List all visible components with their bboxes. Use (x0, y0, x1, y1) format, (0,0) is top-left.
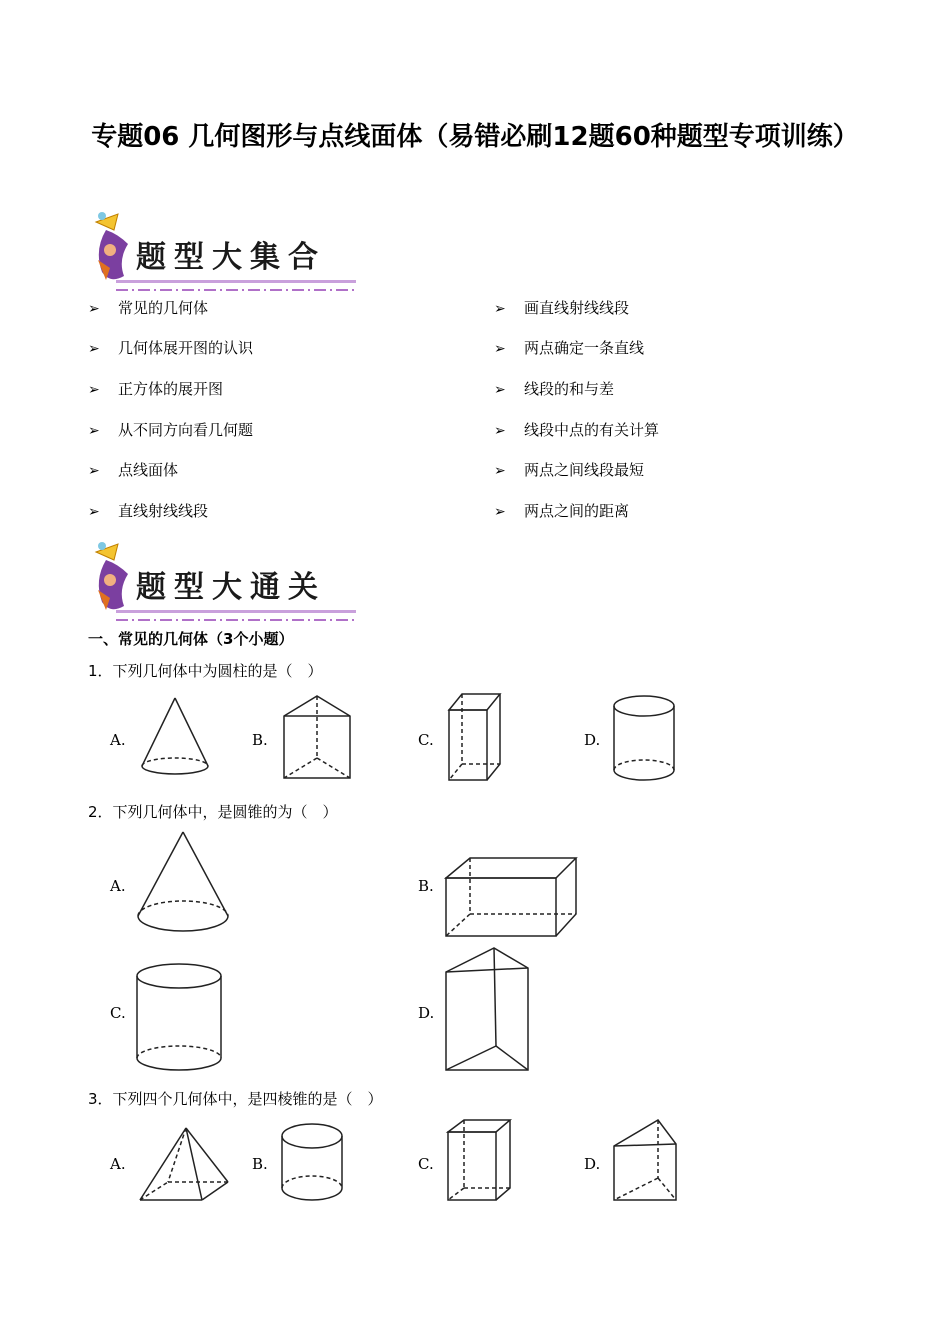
topic-item: ➢ 直线射线线段 (88, 499, 208, 523)
banner-collection-text: 题型大集合 (136, 240, 326, 275)
arrow-bullet-icon: ➢ (494, 423, 506, 439)
question-2: 2．下列几何体中，是圆锥的为（ ） (88, 803, 338, 821)
topic-item: ➢ 几何体展开图的认识 (88, 336, 253, 360)
topic-item: ➢ 两点确定一条直线 (494, 336, 644, 360)
topic-item: ➢ 正方体的展开图 (88, 377, 223, 401)
question-1: 1．下列几何体中为圆柱的是（ ） (88, 662, 323, 680)
option-label: C. (418, 731, 434, 749)
topic-item: ➢ 常见的几何体 (88, 296, 208, 320)
arrow-bullet-icon: ➢ (494, 463, 506, 479)
banner-pass (88, 540, 358, 624)
option-label: B. (252, 1155, 268, 1173)
topic-item: ➢ 两点之间线段最短 (494, 458, 644, 482)
cone-figure (138, 696, 212, 780)
arrow-bullet-icon: ➢ (494, 504, 506, 520)
cuboid-figure (446, 692, 504, 784)
option-label: A. (110, 877, 126, 895)
cylinder-figure (135, 962, 225, 1074)
topic-item: ➢ 线段中点的有关计算 (494, 418, 659, 442)
topic-item: ➢ 画直线射线线段 (494, 296, 629, 320)
section-heading: 一、常见的几何体（3个小题） (88, 630, 294, 648)
arrow-bullet-icon: ➢ (88, 301, 100, 317)
cylinder-figure (612, 694, 678, 784)
page-title: 专题06 几何图形与点线面体（易错必刷12题60种题型专项训练） (91, 122, 859, 152)
option-label: D. (584, 1155, 601, 1173)
option-label: D. (584, 731, 601, 749)
topic-item: ➢ 两点之间的距离 (494, 499, 629, 523)
arrow-bullet-icon: ➢ (88, 423, 100, 439)
arrow-bullet-icon: ➢ (88, 341, 100, 357)
question-3: 3．下列四个几何体中，是四棱锥的是（ ） (88, 1090, 383, 1108)
topic-item: ➢ 点线面体 (88, 458, 178, 482)
triangular-prism-figure (282, 694, 352, 782)
option-label: B. (252, 731, 268, 749)
triangular-prism-figure (612, 1118, 680, 1204)
arrow-bullet-icon: ➢ (494, 301, 506, 317)
option-label: A. (110, 1155, 126, 1173)
square-pyramid-figure (138, 1126, 232, 1204)
arrow-bullet-icon: ➢ (494, 341, 506, 357)
banner-pass-text: 题型大通关 (136, 570, 326, 605)
triangular-prism-figure (444, 946, 530, 1074)
option-label: D. (418, 1004, 435, 1022)
arrow-bullet-icon: ➢ (88, 463, 100, 479)
cylinder-figure (280, 1122, 346, 1204)
option-label: B. (418, 877, 434, 895)
topic-item: ➢ 线段的和与差 (494, 377, 614, 401)
option-label: A. (110, 731, 126, 749)
topic-item: ➢ 从不同方向看几何题 (88, 418, 253, 442)
cuboid-figure (444, 856, 578, 938)
arrow-bullet-icon: ➢ (88, 382, 100, 398)
cuboid-figure (446, 1118, 514, 1204)
banner-collection (88, 210, 358, 294)
arrow-bullet-icon: ➢ (88, 504, 100, 520)
arrow-bullet-icon: ➢ (494, 382, 506, 398)
option-label: C. (418, 1155, 434, 1173)
option-label: C. (110, 1004, 126, 1022)
cone-figure (136, 830, 230, 936)
